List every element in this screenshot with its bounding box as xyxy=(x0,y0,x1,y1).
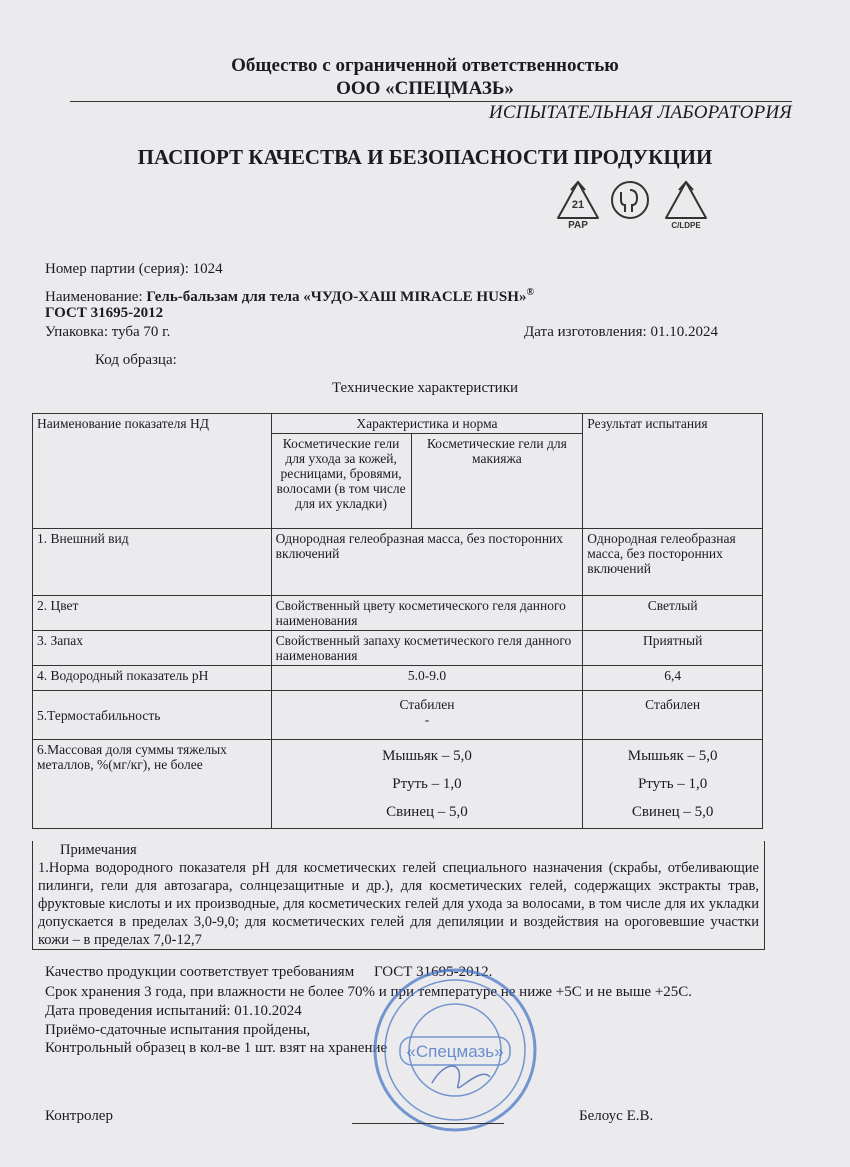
table-header-row xyxy=(33,414,763,434)
batch-label: Номер партии (серия): xyxy=(45,261,189,277)
table-row xyxy=(33,631,763,666)
pap-number: 21 xyxy=(571,199,585,211)
packaging-label: Упаковка: xyxy=(45,324,108,340)
control-sample: Контрольный образец в кол-ве 1 шт. взят на хранение xyxy=(45,1040,388,1056)
quality-statement-text: Качество продукции соответствует требованиям xyxy=(45,964,355,980)
pap-recycling-icon xyxy=(553,178,603,233)
product-name-value: Гель-бальзам для тела «ЧУДО-ХАШ MIRACLE HUSH» xyxy=(146,289,527,305)
batch-number xyxy=(45,261,223,278)
row-name: 1. Внешний вид xyxy=(33,529,272,596)
result-arsenic: Мышьяк – 5,0 xyxy=(627,748,718,764)
stamp-center-text: «Спецмазь» xyxy=(406,1042,504,1061)
header-indicator: Наименование показателя НД xyxy=(33,414,272,529)
controller-label: Контролер xyxy=(45,1108,113,1124)
manufacture-date-label: Дата изготовления: xyxy=(524,324,647,340)
norm-lead: Свинец – 5,0 xyxy=(386,804,468,820)
row-norm: Свойственный цвету косметического геля данного наименования xyxy=(271,596,583,631)
row-norm: Однородная гелеобразная масса, без посторонних включений xyxy=(271,529,583,596)
row-norm: Свойственный запаху косметического геля данного наименования xyxy=(271,631,583,666)
quality-statement-gost: ГОСТ 31695-2012. xyxy=(373,964,493,980)
registered-mark: ® xyxy=(526,287,534,298)
row-result: Приятный xyxy=(583,631,763,666)
result-mercury: Ртуть – 1,0 xyxy=(637,776,708,792)
org-name-line2: ООО «СПЕЦМАЗЬ» xyxy=(336,78,514,99)
notes-section xyxy=(32,841,765,950)
row-name: 2. Цвет xyxy=(33,596,272,631)
manufacture-date xyxy=(524,324,718,341)
row-result: Стабилен xyxy=(583,691,763,740)
product-name-label: Наименование: xyxy=(45,289,143,305)
row-norm xyxy=(271,691,583,740)
table-row xyxy=(33,740,763,829)
glass-and-fork-icon xyxy=(606,178,654,231)
packaging-value: туба 70 г. xyxy=(111,324,171,340)
acceptance-tests: Приёмо-сдаточные испытания пройдены, xyxy=(45,1022,311,1038)
norm-arsenic: Мышьяк – 5,0 xyxy=(382,748,472,764)
sample-code-label: Код образца: xyxy=(95,352,177,368)
signature-line xyxy=(352,1123,504,1124)
row-name: 6.Массовая доля суммы тяжелых металлов, %(мг/кг), не более xyxy=(33,740,272,829)
row-norm-text: Стабилен xyxy=(399,697,455,712)
row-norm-dash: - xyxy=(424,712,430,727)
row-name: 5.Термостабильность xyxy=(33,691,272,740)
company-stamp xyxy=(370,965,540,1135)
org-name-line1: Общество с ограниченной ответственностью xyxy=(231,55,619,76)
header-norm: Характеристика и норма xyxy=(271,414,583,434)
document-title: ПАСПОРТ КАЧЕСТВА И БЕЗОПАСНОСТИ ПРОДУКЦИИ xyxy=(137,145,713,169)
table-row xyxy=(33,666,763,691)
row-name: 3. Запах xyxy=(33,631,272,666)
product-name xyxy=(45,287,534,306)
norm-mercury: Ртуть – 1,0 xyxy=(392,776,462,792)
table-row xyxy=(33,596,763,631)
row-result xyxy=(583,740,763,829)
notes-text: 1.Норма водородного показателя рН для косметических гелей специального назначения (скрабы, отбеливающие пилинги, гели для автозагара, солнцезащитные и др.), для косметических гелей, содержащих экстракты трав, фруктовые кислоты и их производные, для косметических гелей для ухода за волосами, в том числе для их укладки допускается в пределах 3,0-9,0; для косметических гелей для депиляции и воздействия на ороговевшие участки кожи – в пределах 7,0-12,7 xyxy=(38,860,759,948)
packaging xyxy=(45,324,170,341)
table-caption: Технические характеристики xyxy=(331,380,519,396)
manufacture-date-value: 01.10.2024 xyxy=(650,324,718,340)
row-result: Светлый xyxy=(583,596,763,631)
cldpe-label: C/LDPE xyxy=(671,221,701,230)
controller-name: Белоус Е.В. xyxy=(579,1108,654,1124)
test-date: Дата проведения испытаний: 01.10.2024 xyxy=(45,1003,302,1019)
laboratory-label: ИСПЫТАТЕЛЬНАЯ ЛАБОРАТОРИЯ xyxy=(488,102,792,123)
row-result: Однородная гелеобразная масса, без посторонних включений xyxy=(583,529,763,596)
product-gost: ГОСТ 31695-2012 xyxy=(45,305,164,321)
notes-heading: Примечания xyxy=(60,842,137,858)
pap-label: PAP xyxy=(568,220,588,228)
row-norm: 5.0-9.0 xyxy=(271,666,583,691)
table-row xyxy=(33,691,763,740)
table-row xyxy=(33,529,763,596)
header-makeup-gels: Косметические гели для макияжа xyxy=(411,434,583,529)
characteristics-table xyxy=(32,413,763,829)
shelf-life: Срок хранения 3 года, при влажности не более 70% и при температуре не ниже +5С и не выше +25С. xyxy=(45,984,693,1000)
row-norm xyxy=(271,740,583,829)
cldpe-recycling-icon xyxy=(660,178,712,235)
batch-value: 1024 xyxy=(192,261,223,277)
header-skin-care-gels: Косметические гели для ухода за кожей, ресницами, бровями, волосами (в том числе для их укладки) xyxy=(271,434,411,529)
row-result: 6,4 xyxy=(583,666,763,691)
result-lead: Свинец – 5,0 xyxy=(631,804,714,820)
header-result: Результат испытания xyxy=(583,414,763,529)
row-name: 4. Водородный показатель рН xyxy=(33,666,272,691)
